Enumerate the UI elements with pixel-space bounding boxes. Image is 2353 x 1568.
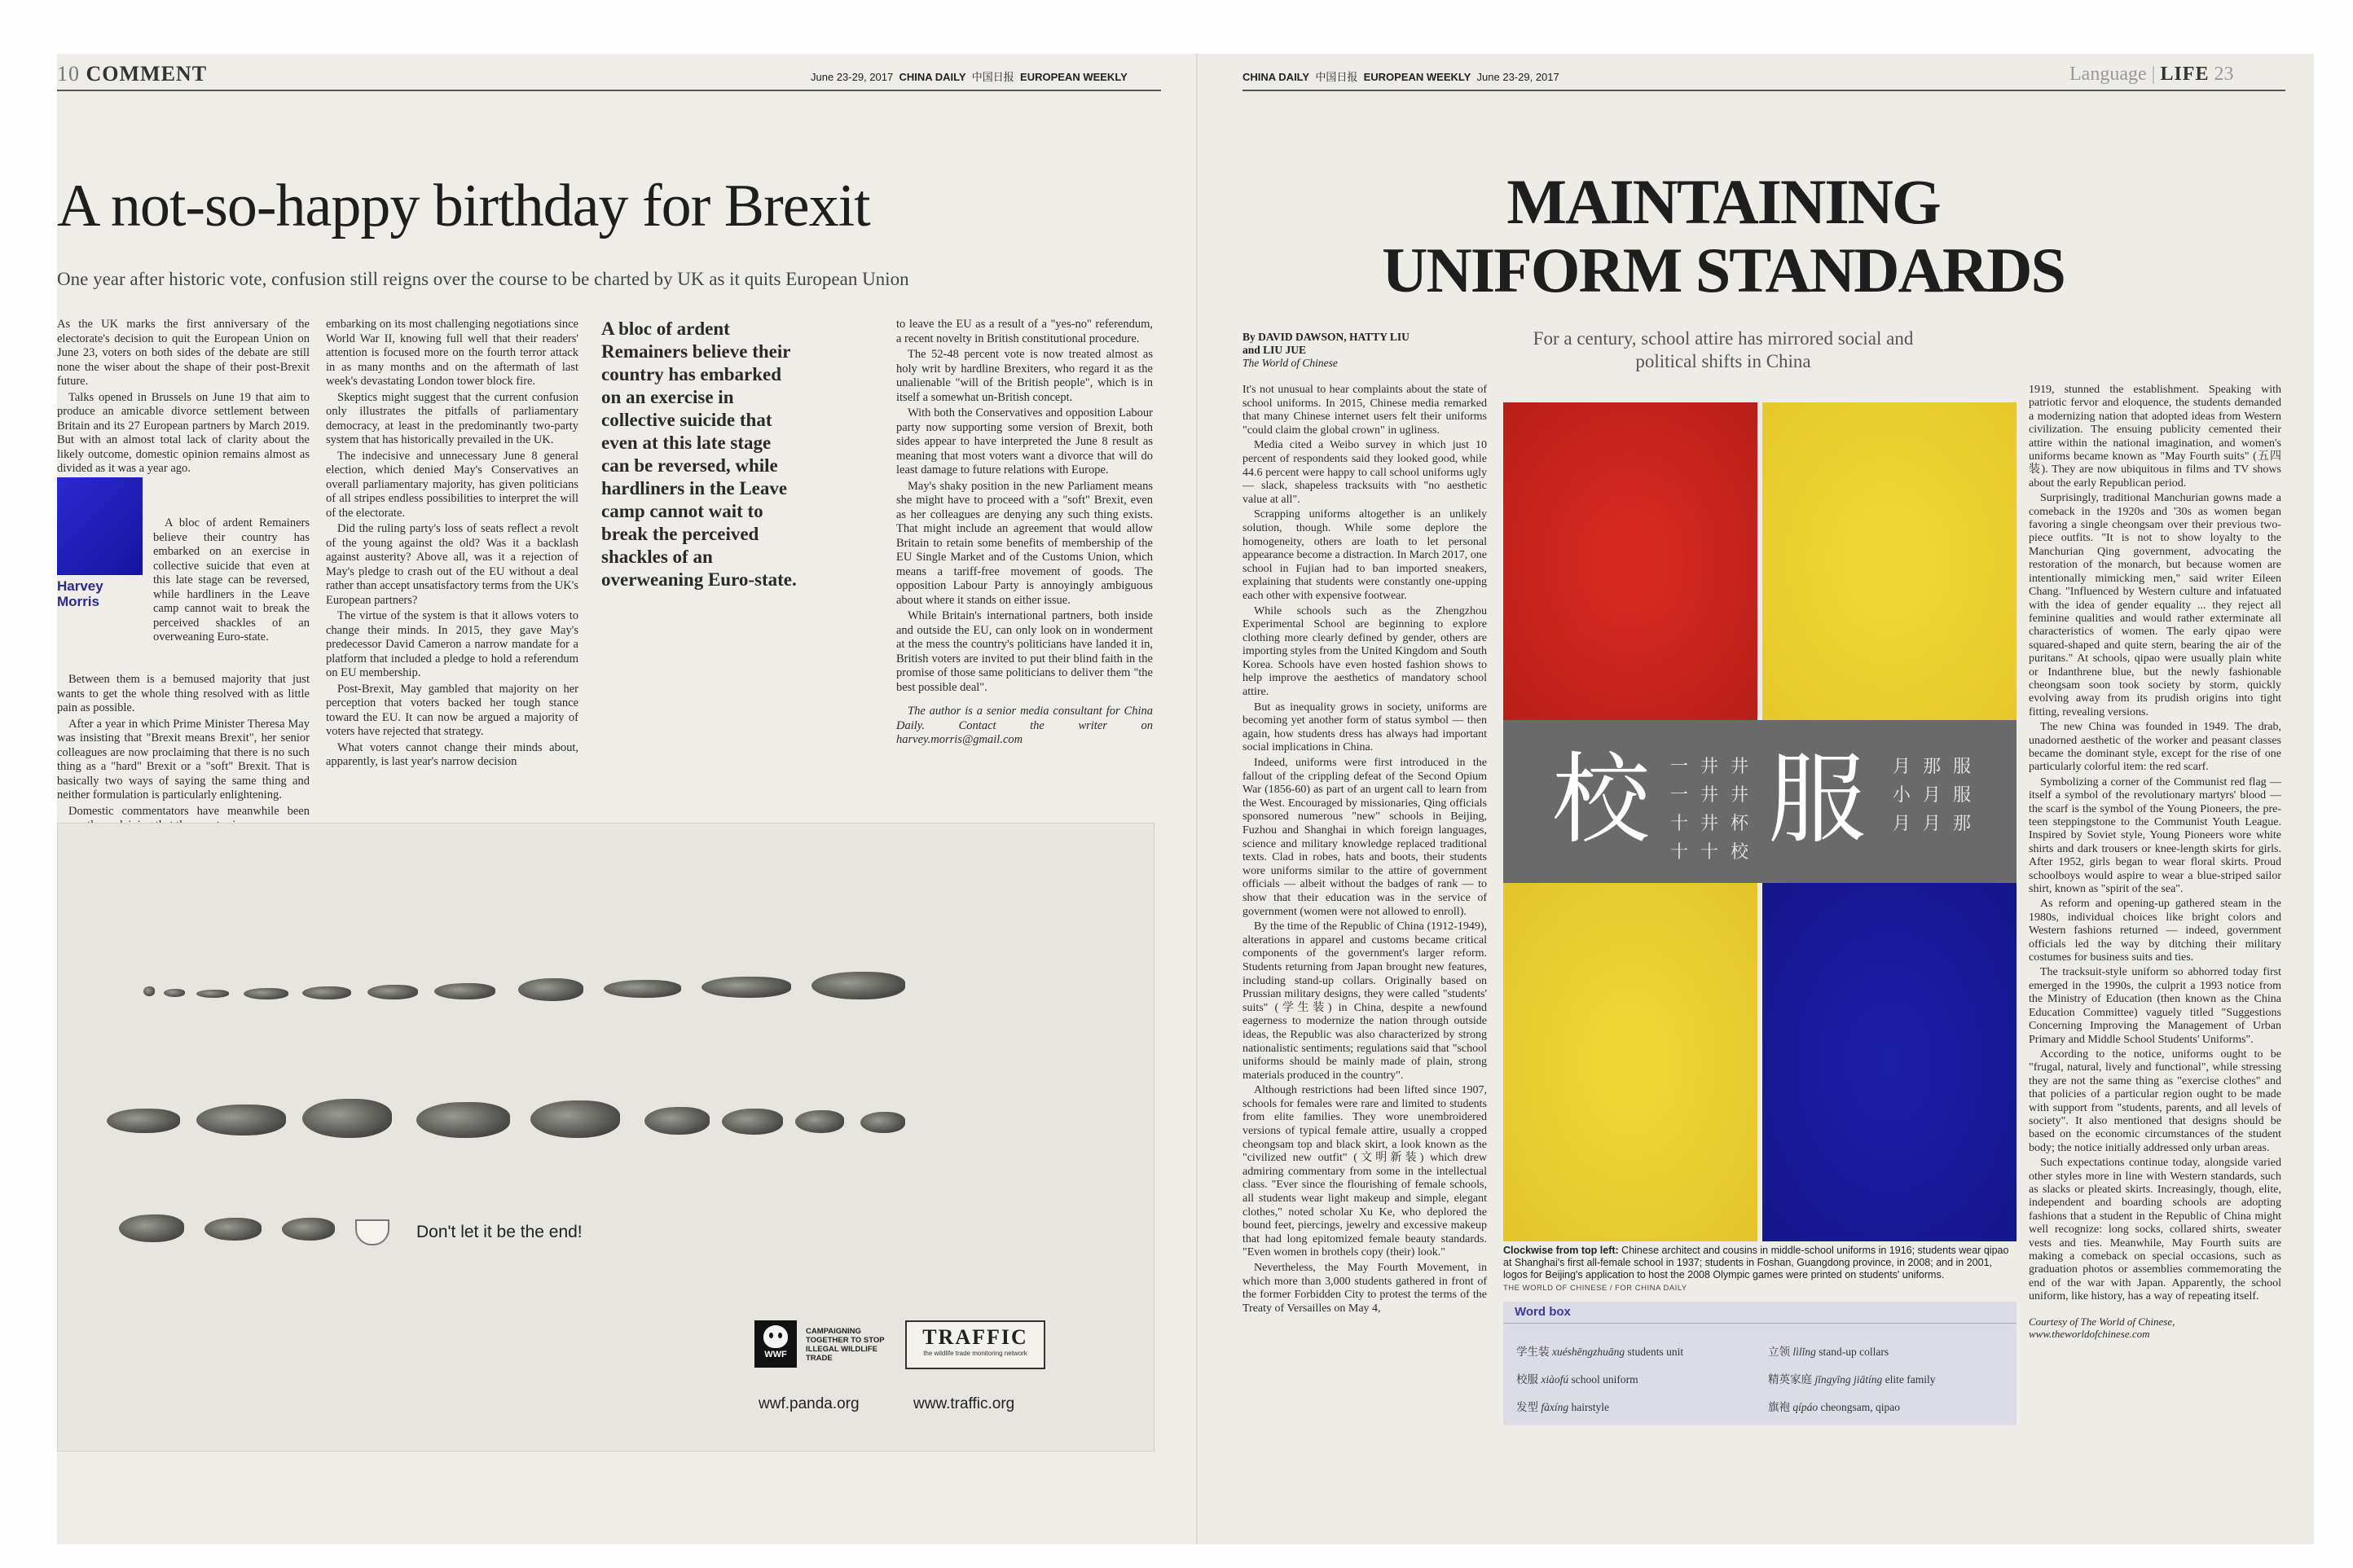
- wwf-url[interactable]: wwf.panda.org: [759, 1395, 860, 1412]
- section-label: LIFE: [2160, 64, 2210, 85]
- author-name: [57, 578, 103, 609]
- article-column-right: [2029, 384, 2281, 1340]
- paper-name: CHINA DAILY: [899, 71, 966, 83]
- page-number: 23: [2214, 64, 2234, 85]
- article-paragraph: A bloc of ardent Remainers believe their country has embarked on an exercise in collective suicide that even at this late stage can be reversed, while hardliners in the Leave camp cannot wait to break the perceived shackles of an overweaning Euro-state.: [153, 516, 310, 643]
- banner-small-chars-right: [1893, 753, 1978, 835]
- title-banner: [1503, 720, 2017, 883]
- wildlife-advertisement: [57, 823, 1155, 1452]
- article-column-1-continued: [57, 673, 310, 835]
- banner-small-char: 月: [1893, 813, 1911, 833]
- section-subtitle: Language: [2069, 64, 2147, 85]
- article-paragraph: Scrapping uniforms altogether is an unlikely solution, though. While some deplore the homogeneity, others are loath to let personal appearance become a distraction. In March 2017, one school in Fujian had to ban imported sneakers, explaining that students were constantly one-upping each other with expensive footwear.: [1242, 508, 1487, 602]
- banner-small-char: 服: [1953, 756, 1972, 776]
- ad-tagline: Don't let it be the end!: [416, 1223, 583, 1241]
- photo-bottom-right: [1762, 883, 2017, 1241]
- word-en: students unit: [1627, 1346, 1684, 1358]
- article-column-1: [57, 318, 310, 478]
- article-paragraph: Did the ruling party's loss of seats reflect a revolt of the young against the old? Was it a backlash against austerity? Above all, was it a rejection of May's pledge to crash out of the EU without a deal rather than accept unsatisfactory terms from the UK's European partners?: [326, 522, 578, 607]
- word-box-item: [1516, 1342, 1683, 1359]
- article-paragraph: It's not unusual to hear complaints about the state of school uniforms. In 2015, Chinese media remarked that many Chinese internet users felt their uniforms "could claim the global crown" in ugliness.: [1242, 384, 1487, 437]
- reptile-icon: [811, 972, 905, 999]
- turtle-icon: [795, 1110, 844, 1133]
- reptile-icon: [702, 977, 791, 998]
- word-box-item: [1768, 1370, 1935, 1386]
- tortoise-icon: [119, 1214, 184, 1242]
- word-cn: 校服: [1516, 1373, 1538, 1386]
- article-paragraph: Media cited a Weibo survey in which just 10 percent of respondents said they looked good, while 44.6 percent were happy to call school uniforms ugly — slack, shapeless tracksuits with "no aesthetic value at all".: [1242, 439, 1487, 506]
- traffic-logo: [905, 1320, 1045, 1369]
- caption-credit: THE WORLD OF CHINESE / FOR CHINA DAILY: [1503, 1284, 1687, 1293]
- banner-small-char: 一: [1670, 756, 1689, 776]
- article-paragraph: After a year in which Prime Minister Theresa May was insisting that "Brexit means Brexit", her senior colleagues are now proclaiming that there is no such thing as a "hard" Brexit or a "soft" Brexit. That is basically two ways of saying the same thing and neither formulation is particularly enlightening.: [57, 717, 310, 802]
- turtle-icon: [722, 1109, 783, 1135]
- banner-small-char: 月: [1923, 784, 1942, 805]
- word-cn: 立领: [1768, 1346, 1790, 1358]
- section-header: Language | LIFE 23: [2069, 64, 2234, 85]
- word-box: [1503, 1302, 2017, 1425]
- embryo-icon: [164, 989, 185, 997]
- folio-date: June 23-29, 2017: [811, 71, 894, 83]
- headline: A not-so-happy birthday for Brexit: [57, 173, 870, 239]
- article-paragraph: As reform and opening-up gathered steam in the 1980s, individual choices like bright colors and Western fashions returned — indeed, government officials led the way by ditching their military costumes for business suits and ties.: [2029, 898, 2281, 964]
- paper-name: CHINA DAILY: [1242, 71, 1310, 83]
- banner-small-char: 杯: [1731, 813, 1749, 833]
- word-pinyin: lìlǐng: [1792, 1346, 1816, 1358]
- salamander-icon: [604, 980, 681, 998]
- article-paragraph: embarking on its most challenging negotiations since World War II, knowing full well that their readers' attention is focused more on the fourth terror attack in as many months and on the aftermath of last week's devastating London tower block fire.: [326, 318, 578, 388]
- word-box-item: [1516, 1370, 1638, 1386]
- edition-name: EUROPEAN WEEKLY: [1020, 71, 1128, 83]
- banner-small-char: 校: [1731, 841, 1749, 862]
- word-en: stand-up collars: [1819, 1346, 1889, 1358]
- caption-lead: Clockwise from top left:: [1503, 1245, 1619, 1256]
- article-paragraph: The 52-48 percent vote is now treated almost as holy writ by hardline Brexiters, who regard it as the unalienable "will of the British people", which is in itself a somewhat un-British concept.: [896, 348, 1153, 404]
- paper-name-cn: 中国日报: [971, 71, 1014, 83]
- banner-small-char: 井: [1700, 784, 1719, 805]
- banner-small-chars-left: [1670, 753, 1756, 863]
- caption-text: Chinese architect and cousins in middle-school uniforms in 1916; students wear qipao at Shanghai's first all-female school in 1937; students in Foshan, Guangdong province, in 2008; and in 2001, logos for Beijing's application to host the 2008 Olympic games were printed on students' uniforms.: [1503, 1245, 2009, 1280]
- word-cn: 精英家庭: [1768, 1373, 1812, 1386]
- article-paragraph: Post-Brexit, May gambled that majority on her perception that voters backed her tough stance toward the EU. It can now be argued a majority of voters have rejected that strategy.: [326, 682, 578, 738]
- amphibian-icon: [518, 978, 583, 1001]
- amphibian-icon: [434, 983, 495, 999]
- turtle-icon: [205, 1218, 262, 1241]
- folio-line: [811, 68, 1128, 84]
- word-cn: 学生装: [1516, 1346, 1550, 1358]
- byline-authors: By DAVID DAWSON, HATTY LIU: [1242, 331, 1410, 343]
- author-first-name: Harvey: [57, 578, 103, 594]
- fish-icon: [367, 985, 418, 999]
- article-column-left: [1242, 384, 1487, 1317]
- campaign-text: CAMPAIGNING TOGETHER TO STOP ILLEGAL WILDLIFE TRADE: [806, 1327, 885, 1363]
- word-box-title: Word box: [1515, 1305, 1571, 1319]
- word-en: school uniform: [1571, 1373, 1638, 1386]
- article-paragraph: Skeptics might suggest that the current confusion only illustrates the pitfalls of parliamentary democracy, at least in the predominantly two-party system that has historically prevailed in the UK.: [326, 390, 578, 446]
- article-paragraph: What voters cannot change their minds about, apparently, is last year's narrow decision: [326, 740, 578, 768]
- banner-small-char: 井: [1731, 784, 1749, 805]
- banner-small-char: 十: [1670, 841, 1689, 862]
- photo-top-left: [1503, 402, 1757, 720]
- banner-small-char: 井: [1700, 756, 1719, 776]
- photo-caption: [1503, 1245, 2017, 1281]
- article-paragraph: May's shaky position in the new Parliament means she might have to proceed with a "soft" Brexit, even as her colleagues are denying any such thing exists. That might include an agreement that would allow Britain to retain some benefits of membership of the EU Single Market and of the Customs Union, which means a tariff-free movement of goods. The opposition Labour Party is annoyingly ambiguous about where it stands on either issue.: [896, 479, 1153, 607]
- banner-small-char: 月: [1893, 756, 1911, 776]
- reptile-icon: [107, 1109, 180, 1133]
- article-paragraph: The tracksuit-style uniform so abhorred today first emerged in the 1990s, the culprit a 1993 notice from the Ministry of Education (then known as the China Education Committee) vaguely titled "Suggestions Concerning Improving the Management of Urban Primary and Middle School Students' Uniforms".: [2029, 966, 2281, 1046]
- courtesy-note: [2029, 1315, 2281, 1340]
- article-paragraph: As the UK marks the first anniversary of the electorate's decision to quit the European Union on June 23, voters on both sides of the debate are still none the wiser about the shape of their post-Brexit future.: [57, 318, 310, 388]
- word-pinyin: jīngyīng jiātíng: [1814, 1373, 1883, 1386]
- banner-char-xiao: 校: [1552, 744, 1650, 857]
- turtle-icon: [530, 1100, 620, 1138]
- word-cn: 发型: [1516, 1401, 1538, 1413]
- turtle-icon: [644, 1107, 710, 1135]
- page-number-value: 10: [57, 62, 80, 86]
- word-pinyin: xiàofú: [1541, 1373, 1569, 1386]
- word-en: elite family: [1885, 1373, 1936, 1386]
- header-rule: [1242, 90, 2285, 91]
- article-paragraph: While schools such as the Zhengzhou Experimental School are beginning to explore clothing more clearly defined by gender, others are importing styles from the United Kingdom and South Korea. Schools have even hosted fashion shows to help improve the aesthetics of mandatory school attire.: [1242, 604, 1487, 699]
- article-paragraph: The indecisive and unnecessary June 8 general election, which denied May's Conservatives an overall parliamentary majority, has given politicians of all stripes endless possibilities to interpret the will of the electorate.: [326, 449, 578, 520]
- word-pinyin: fàxíng: [1541, 1401, 1569, 1413]
- subhead: One year after historic vote, confusion still reigns over the course to be charted by UK as it quits European Union: [57, 269, 909, 289]
- courtesy-line: Courtesy of The World of Chinese,: [2029, 1315, 2175, 1328]
- fish-icon: [302, 986, 351, 999]
- traffic-url[interactable]: www.traffic.org: [913, 1395, 1015, 1412]
- wwf-panda-logo: [754, 1320, 797, 1368]
- word-en: cheongsam, qipao: [1820, 1401, 1900, 1413]
- courtesy-url: www.theworldofchinese.com: [2029, 1327, 2150, 1340]
- banner-small-char: 小: [1893, 784, 1911, 805]
- word-pinyin: qípáo: [1792, 1401, 1819, 1413]
- banner-small-char: 那: [1953, 813, 1972, 833]
- word-box-item: [1768, 1398, 1900, 1414]
- folio-date: June 23-29, 2017: [1476, 71, 1559, 83]
- turtle-icon: [282, 1218, 335, 1241]
- tadpole-icon: [196, 990, 229, 998]
- article-column-3: [896, 318, 1153, 749]
- article-paragraph: Indeed, uniforms were first introduced in the fallout of the crippling defeat of the Second Opium War (1856-60) as part of an urgent call to learn from the West. Encouraged by missionaries, Qing officials sponsored numerous "new" schools in Beijing, Fuzhou and Shanghai in which foreign languages, science and military knowledge replaced traditional texts. Clad in robes, hats and boots, their students wore uniforms similar to the attire of government officials — albeit without the badges of rank — to show that their education was in the service of government (women were not allowed to enroll).: [1242, 757, 1487, 918]
- soup-bowl-icon: [355, 1219, 389, 1245]
- word-pinyin: xuéshēngzhuāng: [1551, 1346, 1625, 1358]
- article-paragraph: While Britain's international partners, both inside and outside the EU, can only look on in wonderment at the mess the country's politicians have landed it in, British voters are invited to put their blind faith in the promise of those same politicians to deliver them "the best possible deal".: [896, 609, 1153, 694]
- article-paragraph: to leave the EU as a result of a "yes-no" referendum, a recent novelty in British constitutional procedure.: [896, 318, 1153, 345]
- word-en: hairstyle: [1571, 1401, 1609, 1413]
- wwf-label: WWF: [764, 1350, 787, 1359]
- folio-line: [1242, 68, 1559, 84]
- author-photo: [57, 477, 143, 575]
- article-column-2: [326, 318, 578, 771]
- word-box-item: [1516, 1398, 1609, 1414]
- banner-small-char: 服: [1953, 784, 1972, 805]
- section-label: COMMENT: [86, 62, 208, 86]
- reptile-icon: [196, 1105, 286, 1135]
- standfirst: For a century, school attire has mirrored social and political shifts in China: [1533, 328, 1914, 371]
- banner-small-char: 月: [1923, 813, 1942, 833]
- banner-char-fu: 服: [1768, 744, 1866, 857]
- headline-line-2: UNIFORM STANDARDS: [1382, 235, 2065, 305]
- right-page: [1198, 54, 2314, 1544]
- byline-authors-2: and LIU JUE: [1242, 344, 1307, 356]
- header-rule: [57, 90, 1161, 91]
- fish-icon: [244, 988, 288, 999]
- pull-quote: A bloc of ardent Remainers believe their country has embarked on an exercise in collective suicide that even at this late stage can be reversed, while hardliners in the Leave camp cannot wait to break the perceived shackles of an overweaning Euro-state.: [601, 318, 797, 590]
- edition-name: EUROPEAN WEEKLY: [1363, 71, 1471, 83]
- article-paragraph: But as inequality grows in society, uniforms are becoming yet another form of status symbol — then again, how students dress has always had important social implications in China.: [1242, 701, 1487, 754]
- article-paragraph: Such expectations continue today, alongside varied other styles more in line with Western standards, such as slacks or pleated skirts. Increasingly, though, elite, independent and boarding schools are adopting fashions that a student in the Republic of China might well recognize: long socks, collared shirts, sweater vests and ties. Meanwhile, May Fourth suits are making a comeback on special occasions, such as graduation photos or assemblies commemorating the end of the war with Japan. Apparently, the school uniform, like history, has a way of repeating itself.: [2029, 1157, 2281, 1303]
- word-box-item: [1768, 1342, 1889, 1359]
- traffic-subtitle: the wildlife trade monitoring network: [923, 1350, 1027, 1357]
- left-page: [57, 54, 1206, 1544]
- word-cn: 旗袍: [1768, 1401, 1790, 1413]
- article-paragraph: Between them is a bemused majority that just wants to get the whole thing resolved with as little pain as possible.: [57, 673, 310, 714]
- banner-small-char: 十: [1700, 841, 1719, 862]
- article-paragraph: Nevertheless, the May Fourth Movement, in which more than 3,000 students gathered in front of the former Forbidden City to protest the terms of the Treaty of Versailles on May 4,: [1242, 1262, 1487, 1315]
- article-paragraph: Domestic commentators have meanwhile been: [68, 804, 310, 818]
- paper-name-cn: 中国日报: [1315, 71, 1358, 83]
- article-paragraph: According to the notice, uniforms ought to be "frugal, natural, lively and functional", while stressing they are not the same thing as "exercise clothes" and that policies of a particular region ought to be made with support from "students, parents, and all levels of society". It also mentioned that designs should be based on the economic circumstances of the student body; the notice initially addressed only urban areas.: [2029, 1048, 2281, 1154]
- banner-small-char: 那: [1923, 756, 1942, 776]
- turtle-icon: [860, 1112, 905, 1133]
- page-number: [57, 62, 207, 86]
- turtle-icon: [416, 1102, 510, 1138]
- egg-icon: [143, 986, 155, 996]
- author-last-name: Morris: [57, 594, 99, 609]
- byline: [1242, 331, 1410, 370]
- article-paragraph: Surprisingly, traditional Manchurian gowns made a comeback in the 1920s and '30s as women began favoring a single cheongsam over their previous two-piece outfits. "It is not to show loyalty to the Manchurian Qing government, advocating the restoration of the monarch, but because women are intentionally mimicking men," said writer Eileen Chang. "Influenced by Western culture and infatuated with the idea of gender equality ... they reject all feminine qualities and would rather exterminate all characteristics of women. The early qipao were squared-shaped and quite stern, bearing the air of the puritans." At schools, qipao were usually plain white or Indanthrene blue, but the newly fashionable cheongsam soon took society by storm, quickly evolving away from its prudish origins into tight fitting, revealing versions.: [2029, 492, 2281, 718]
- article-paragraph: Although restrictions had been lifted since 1907, schools for females were rare and limited to students from elite families. They wore unembroidered versions of typical female attire, usually a cropped cheongsam top and black skirt, a look known as the "civilized new outfit" (文明新装) which drew admiring commentary from some in the intellectual class. "Ever since the flourishing of female schools, all students wear light makeup and simple, elegant clothes," noted scholar Xu Ke, who deplored the bound feet, piercings, jewelry and excessive makeup that had long epitomized female beauty standards. "Even women in brothels copy (their) look.": [1242, 1084, 1487, 1259]
- headline-line-1: MAINTAINING: [1506, 166, 1940, 237]
- article-paragraph: Symbolizing a corner of the Communist red flag — itself a symbol of the revolutionary martyrs' blood — the scarf is the symbol of the Young Pioneers, the pre-teen steppingstone to the Communist Youth League. Inspired by Soviet style, Young Pioneers wore white shirts and dark trousers or knee-length skirts for girls. After 1952, girls began to wear floral skirts. Proud schoolboys would aspire to wear a blue-striped sailor shirt, known as "spirit of the sea".: [2029, 775, 2281, 896]
- photo-bottom-left: [1503, 883, 1757, 1241]
- reptile-icon: [302, 1099, 392, 1138]
- article-column-1-wrap: [153, 516, 310, 647]
- photo-top-right: [1762, 402, 2017, 720]
- word-box-header: [1503, 1302, 2017, 1324]
- banner-small-char: 十: [1670, 813, 1689, 833]
- traffic-name: TRAFFIC: [922, 1325, 1028, 1349]
- article-paragraph: With both the Conservatives and opposition Labour party now supporting some version of Brexit, both sides appear to have interpreted the June 8 result as meaning that most voters want a divorce that will do least damage to future relations with Europe.: [896, 406, 1153, 477]
- banner-small-char: 一: [1670, 784, 1689, 805]
- article-paragraph: The virtue of the system is that it allows voters to change their minds. In 2015, they gave May's predecessor David Cameron a narrow mandate for a platform that included a pledge to hold a referendum on EU membership.: [326, 609, 578, 679]
- banner-small-char: 井: [1700, 813, 1719, 833]
- article-paragraph: 1919, stunned the establishment. Speaking with patriotic fervor and eloquence, the students demanded a modernizing nation that adopted ideas from Western civilization. The ensuing publicity cemented their attire within the national imagination, and women's uniforms became known as "May Fourth suits" (五四装). They are now ubiquitous in films and TV shows about the early Republican period.: [2029, 384, 2281, 490]
- article-paragraph: Talks opened in Brussels on June 19 that aim to produce an amicable divorce settlement between Britain and its 27 European partners by March 2019. But with an almost total lack of clarity about the likely outcome, domestic opinion remains almost as divided as it was a year ago.: [57, 390, 310, 475]
- byline-source: The World of Chinese: [1242, 357, 1338, 369]
- article-paragraph: By the time of the Republic of China (1912-1949), alterations in apparel and customs became critical components of the government's larger reform. Students returning from Japan brought new features, including stand-up collars. Originally based on Prussian military designs, they were called "students' suits" (学生装) in China, despite a newfound eagerness to modernize the nation through outside ideas, the Republic was also characterized by strong nationalistic sentiments; regulations said that "school uniforms should be mainly made of plain, strong materials produced in the country".: [1242, 920, 1487, 1082]
- author-note: The author is a senior media consultant for China Daily. Contact the writer on harvey.morris@gmail.com: [896, 705, 1153, 746]
- article-paragraph: The new China was founded in 1949. The drab, unadorned aesthetic of the worker and peasant classes became the dominant style, except for the rise of one particularly colorful item: the red scarf.: [2029, 721, 2281, 774]
- headline: [1308, 168, 2139, 305]
- banner-small-char: 井: [1731, 756, 1749, 776]
